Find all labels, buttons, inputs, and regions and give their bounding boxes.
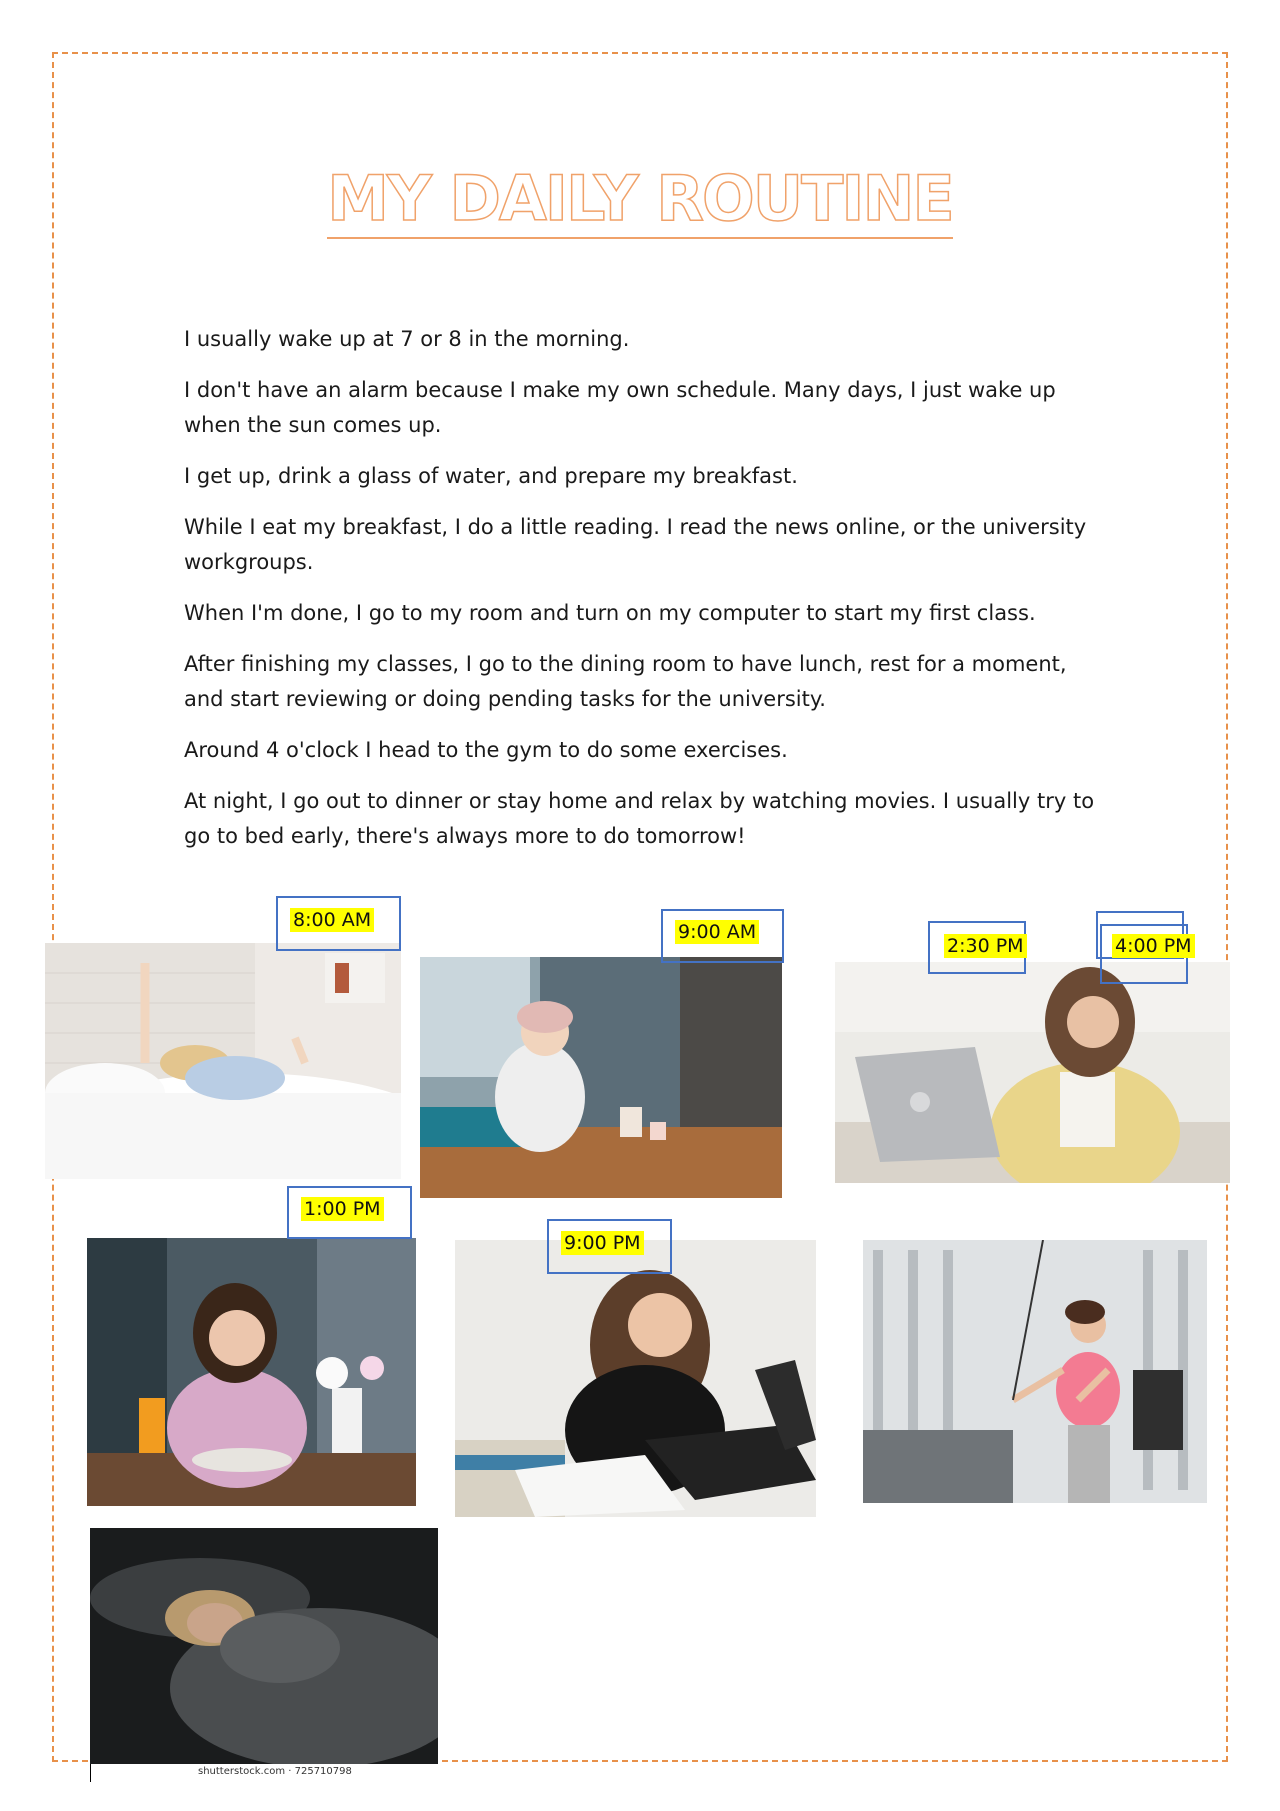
time-label-coffee: 9:00 AM bbox=[675, 920, 759, 944]
paragraph: When I'm done, I go to my room and turn on my computer to start my first class. bbox=[184, 601, 1036, 625]
text-cursor bbox=[90, 1764, 91, 1782]
paragraph: After finishing my classes, I go to the dining room to have lunch, rest for a moment, and start reviewing or doing pending tasks for the university. bbox=[184, 652, 1067, 711]
photo-sleeping bbox=[90, 1528, 438, 1764]
time-label-study: 9:00 PM bbox=[561, 1231, 644, 1255]
photo-gym bbox=[863, 1240, 1207, 1503]
time-label-wake: 8:00 AM bbox=[290, 908, 374, 932]
body-text bbox=[184, 322, 1104, 870]
paragraph: While I eat my breakfast, I do a little reading. I read the news online, or the university workgroups. bbox=[184, 515, 1087, 574]
photo-laptop-class bbox=[835, 962, 1230, 1183]
image-credit: shutterstock.com · 725710798 bbox=[198, 1766, 352, 1777]
paragraph: Around 4 o'clock I head to the gym to do some exercises. bbox=[184, 738, 788, 762]
photo-breakfast-reading bbox=[420, 957, 782, 1198]
time-label-gym: 4:00 PM bbox=[1112, 934, 1195, 958]
paragraph: I don't have an alarm because I make my own schedule. Many days, I just wake up when the sun comes up. bbox=[184, 378, 1056, 437]
photo-wake-up bbox=[45, 943, 401, 1179]
paragraph: I usually wake up at 7 or 8 in the morning. bbox=[184, 327, 630, 351]
document-title: MY DAILY ROUTINE bbox=[0, 162, 1280, 235]
time-label-lunch: 1:00 PM bbox=[301, 1197, 384, 1221]
paragraph: I get up, drink a glass of water, and prepare my breakfast. bbox=[184, 464, 798, 488]
photo-lunch bbox=[87, 1238, 416, 1506]
photo-studying bbox=[455, 1240, 816, 1517]
paragraph: At night, I go out to dinner or stay home and relax by watching movies. I usually try to go to bed early, there's always more to do tomorrow! bbox=[184, 789, 1095, 848]
time-label-laptop: 2:30 PM bbox=[944, 934, 1027, 958]
